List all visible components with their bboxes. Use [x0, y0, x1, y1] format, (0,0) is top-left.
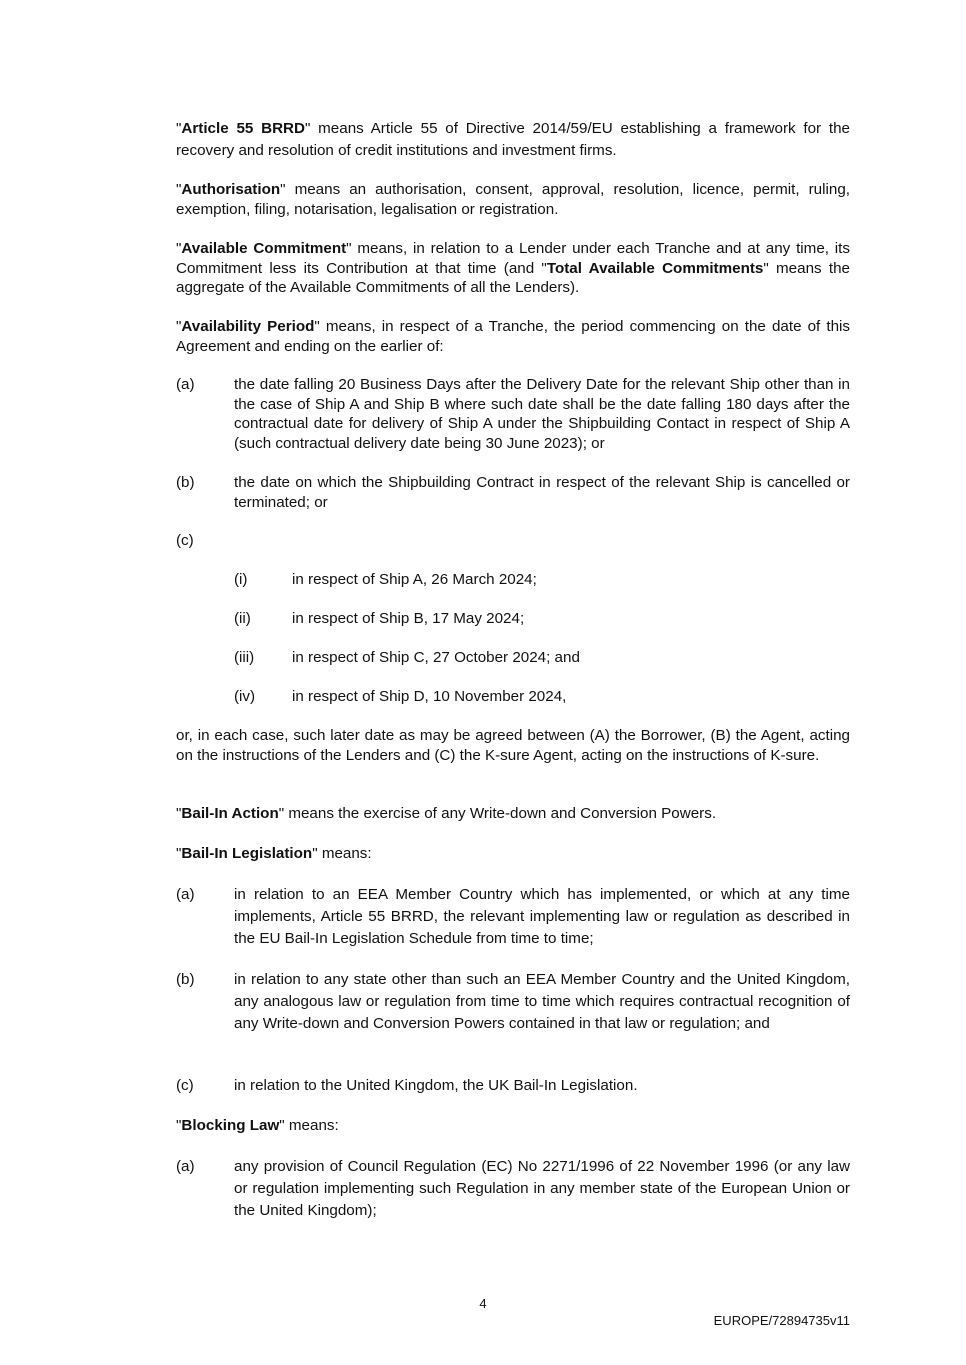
defined-term: Article 55 BRRD — [181, 120, 305, 137]
definition-authorisation: "Authorisation" means an authorisation, consent, approval, resolution, licence, permit, ruling, exemption, filing, notarisation, legalisation or registration. — [176, 181, 850, 218]
definition-blocking-law: "Blocking Law" means: — [176, 1117, 339, 1134]
definition-text: " means, in respect of a Tranche, the period commencing on the date of this Agreement and ending on the earlier of: — [176, 318, 850, 355]
item-text: in relation to an EEA Member Country which has implemented, or which at any time implements, Article 55 BRRD, the relevant implementing law or regulation as described in the EU Bail-In Legislation Schedule from time to time; — [234, 886, 850, 947]
document-reference: EUROPE/72894735v11 — [713, 1313, 850, 1328]
item-label: (a) — [176, 376, 195, 393]
defined-term: Total Available Commitments — [546, 259, 764, 277]
definition-bail-in-legislation: "Bail-In Legislation" means: — [176, 845, 372, 862]
item-label: (ii) — [234, 610, 251, 627]
item-text: the date falling 20 Business Days after the Delivery Date for the relevant Ship other than in the case of Ship A and Ship B where such date shall be the date falling 180 days after the contractual date for delivery of Ship A under the Shipbuilding Contact in respect of Ship A (such contractual delivery date being 30 June 2023); or — [234, 376, 850, 452]
item-label: (a) — [176, 1158, 195, 1175]
item-label: (a) — [176, 886, 195, 903]
item-text: the date on which the Shipbuilding Contract in respect of the relevant Ship is cancelled or terminated; or — [234, 474, 850, 511]
item-label: (c) — [176, 532, 194, 549]
definition-article-55-brrd: "Article 55 BRRD" means Article 55 of Directive 2014/59/EU establishing a framework for the recovery and resolution of credit institutions and investment firms. — [176, 120, 850, 159]
definition-text: " means Article 55 of Directive 2014/59/EU establishing a framework for the recovery and resolution of credit institutions and investment firms. — [176, 120, 850, 159]
item-text: in respect of Ship A, 26 March 2024; — [292, 571, 537, 588]
item-label: (c) — [176, 1077, 194, 1094]
item-label: (iv) — [234, 688, 256, 705]
definition-available-commitment: "Available Commitment" means, in relation to a Lender under each Tranche and at any time, its Commitment less its Contribution at that time (and "Total Available Commitments" means the aggregate of the Available Commitments of all the Lenders). — [176, 240, 850, 297]
definition-text: " means: — [279, 1117, 339, 1134]
page-number: 4 — [479, 1296, 487, 1311]
availability-period-closing: or, in each case, such later date as may be agreed between (A) the Borrower, (B) the Agent, acting on the instructions of the Lenders and (C) the K-sure Agent, acting on the instructions of K-sure. — [176, 727, 850, 764]
item-text: in respect of Ship B, 17 May 2024; — [292, 610, 525, 627]
defined-term: Available Commitment — [181, 240, 347, 257]
definition-text: " means the aggregate of the Available Commitments of all the Lenders). — [176, 259, 850, 297]
item-text: any provision of Council Regulation (EC) No 2271/1996 of 22 November 1996 (or any law or regulation implementing such Regulation in any member state of the European Union or the United Kingdom); — [234, 1158, 850, 1219]
item-label: (iii) — [234, 649, 255, 666]
item-text: in relation to any state other than such an EEA Member Country and the United Kingdom, any analogous law or regulation from time to time which requires contractual recognition of any Write-down and Conversion Powers contained in that law or regulation; and — [234, 971, 850, 1032]
item-label: (b) — [176, 474, 195, 491]
definition-text: " means an authorisation, consent, approval, resolution, licence, permit, ruling, exemption, filing, notarisation, legalisation or registration. — [176, 181, 850, 218]
definition-bail-in-action: "Bail-In Action" means the exercise of any Write-down and Conversion Powers. — [176, 805, 717, 822]
item-label: (b) — [176, 971, 195, 988]
definition-text: " means the exercise of any Write-down and Conversion Powers. — [278, 805, 717, 822]
definition-availability-period: "Availability Period" means, in respect of a Tranche, the period commencing on the date of this Agreement and ending on the earlier of: — [176, 318, 850, 355]
defined-term: Blocking Law — [181, 1117, 280, 1134]
item-text: in respect of Ship C, 27 October 2024; and — [292, 649, 580, 666]
item-label: (i) — [234, 571, 248, 588]
defined-term: Bail-In Action — [181, 805, 279, 822]
defined-term: Authorisation — [181, 181, 281, 198]
item-text: in relation to the United Kingdom, the UK Bail-In Legislation. — [234, 1077, 638, 1094]
defined-term: Availability Period — [181, 318, 315, 335]
defined-term: Bail-In Legislation — [181, 845, 313, 862]
definition-text: " means: — [312, 845, 372, 862]
definition-text: " means, in relation to a Lender under each Tranche and at any time, its Commitment less its Contribution at that time (and " — [176, 240, 850, 277]
item-text: in respect of Ship D, 10 November 2024, — [292, 688, 567, 705]
